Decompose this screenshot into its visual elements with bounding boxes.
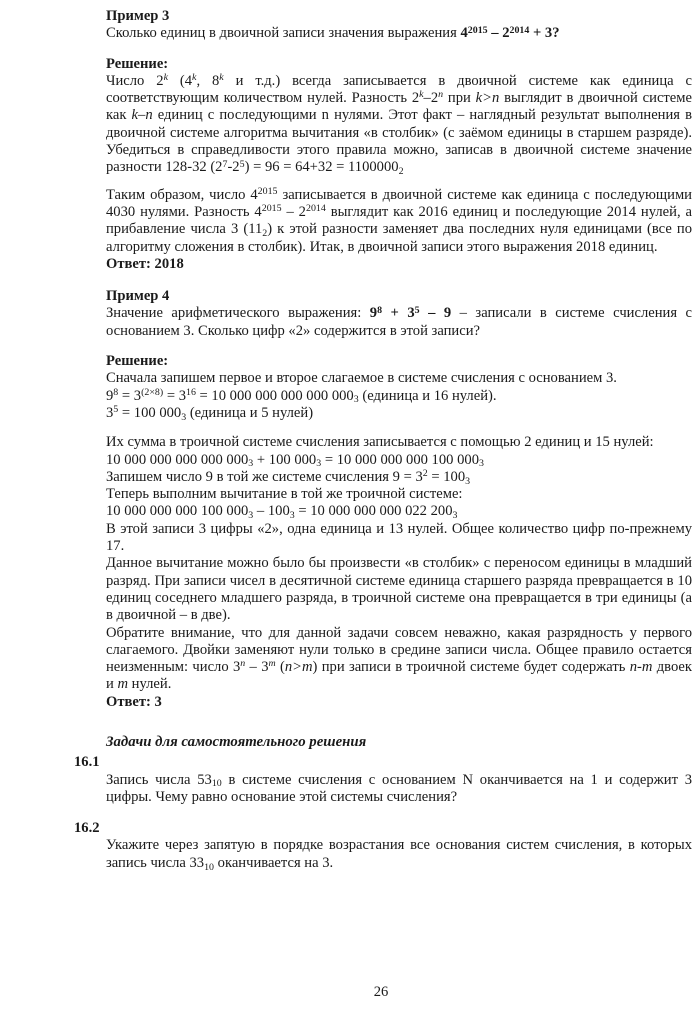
task-body: Запись числа $53_{10}$ в системе счисления с основанием N оканчивается на 1 и содержит 3 цифры. Чему равно основание этой системы счисления?	[106, 771, 692, 805]
example4-note-paragraph: Обратите внимание, что для данной задачи совсем неважно, какая разрядность у первого слагаемого. Двойки заменяют нули только в средине записи числа. Общее правило остается неизменным: число 3$^n$ – 3$^m$ (n>m) при записи в троичной системе будет содержать n-m двоек и m нулей.	[106, 624, 692, 693]
task-number: 16.1	[74, 754, 100, 771]
example4-formula-sum: 10 000 000 000 000 $000_3 + 100$ $000_3 = 10$ 000 000 000 100 $000_3$	[106, 451, 484, 470]
example4-formula-nine: Запишем число 9 в той же системе счисления $9 = 3^2 = 100_3$	[106, 468, 471, 487]
example3-solution-para1: Число 2$^k$ (4$^k$, 8$^k$ и т.д.) всегда записывается в двоичной системе как единица с соответствующим количеством нулей. Разность 2$^k$–2$^n$ при k>n выглядит в двоичной системе как k–n единиц с последующими n нулями. Этот факт – наглядный результат выполнения в двоичной системе алгоритма вычитания «в столбик» (с заёмом единицы в старшем разряде). Убедиться в справедливости этого правила можно, записав в двоичной системе значение разности 128-32 $(2^7-2^5) = 96 = 64+32 = 1100000_2$	[106, 72, 693, 178]
task-number: 16.2	[74, 820, 100, 837]
page-content	[74, 8, 693, 873]
task-16-1	[74, 754, 692, 806]
example3-answer: Ответ: 2018	[106, 255, 184, 272]
example4-subtract-intro-line: Теперь выполним вычитание в той же троичной системе:	[106, 486, 463, 503]
task-body: Укажите через запятую в порядке возрастания все основания систем счисления, в которых запись числа $33_{10}$ оканчивается на 3.	[106, 837, 692, 873]
example4-count-paragraph: В этой записи 3 цифры «2», одна единица и 13 нулей. Общее количество цифр по-прежнему 17.	[106, 520, 692, 555]
example4-formula-subtract: 10 000 000 000 100 $000_3 - 100_3 = 10$ 000 000 000 022 $200_3$	[106, 503, 458, 522]
page-number: 26	[373, 984, 389, 1000]
example4-borrow-paragraph: Данное вычитание можно было бы произвести «в столбик» с переносом единицы в младший разряд. При записи чисел в десятичной системе единица старшего разряда превращается в 10 единиц соседнего младшего разряда, в троичной системе она превращается в три единицы (а в двоичной – в две).	[106, 555, 692, 624]
task-16-2	[74, 820, 692, 873]
example3-solution-para2: Таким образом, число $4^{2015}$ записывается в двоичной системе как единица с последующими 4030 нулями. Разность $4^{2015} - 2^{2014}$ выглядит как 2016 единиц и последующие 2014 нулей, а прибавление числа 3 $(11_2)$ к этой разности заменяет два последних нуля единицами (все по алгоритму сложения в столбик). Итак, в двоичной записи этого выражения 2018 единиц.	[106, 185, 692, 255]
example4-formula-3-5: $3^5 = 100$ $000_3$ (единица и 5 нулей)	[106, 404, 314, 423]
example3-solution-label: Решение:	[106, 55, 169, 72]
tasks-section-heading: Задачи для самостоятельного решения	[106, 733, 367, 750]
example3-title: Пример 3	[106, 8, 170, 24]
example4-question: Значение арифметического выражения: $9^8 + 3^5 - 9$ – записали в системе счисления с основанием 3. Сколько цифр «2» содержится в этой записи?	[106, 304, 692, 339]
example4-answer: Ответ: 3	[106, 693, 162, 710]
example4-sum-paragraph: Их сумма в троичной системе счисления записывается с помощью 2 единиц и 15 нулей:	[106, 434, 654, 451]
example4-solution-label: Решение:	[106, 353, 169, 370]
example3-question: Сколько единиц в двоичной записи значения выражения $4^{2015} - 2^{2014} + 3$?	[106, 24, 560, 42]
example4-formula-9-8: $9^8 = 3^{(2\times 8)} = 3^{16} = 10$ 000 000 000 000 $000_3$ (единица и 16 нулей).	[106, 386, 497, 406]
example4-title: Пример 4	[106, 288, 170, 305]
example4-solution-intro-line: Сначала запишем первое и второе слагаемое в системе счисления с основанием 3.	[106, 370, 617, 387]
